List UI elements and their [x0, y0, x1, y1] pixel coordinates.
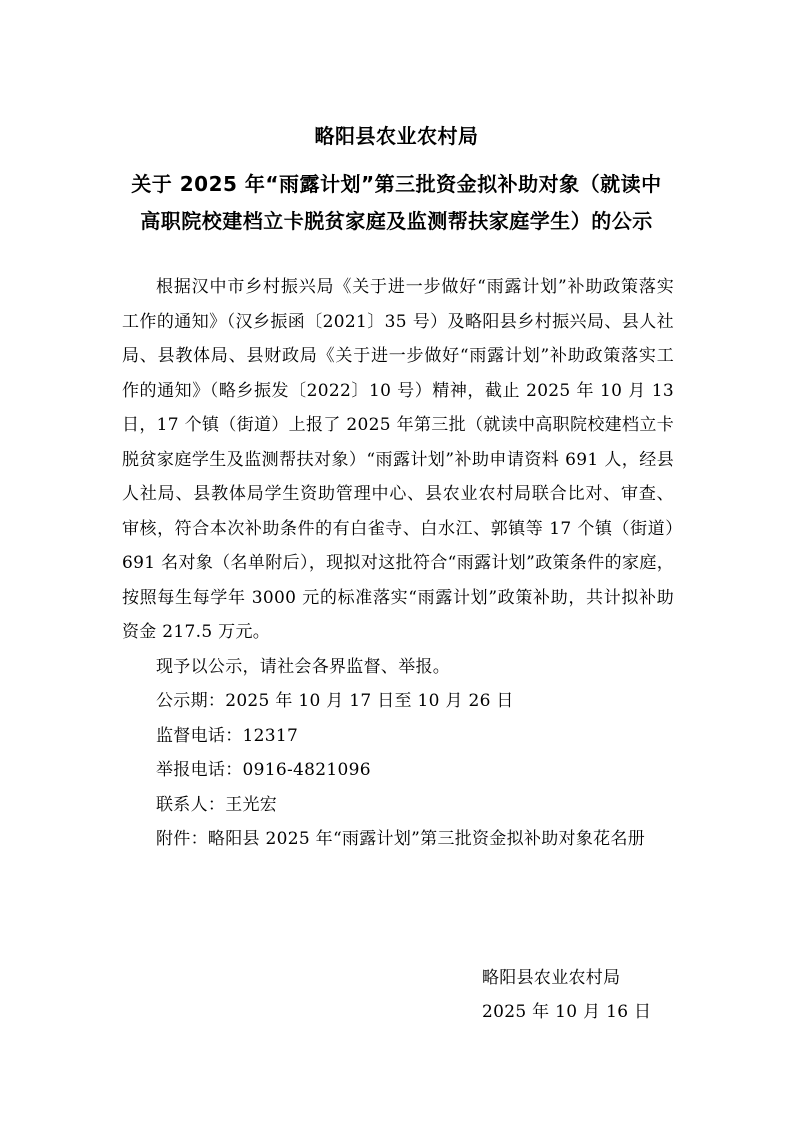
- main-paragraph: 根据汉中市乡村振兴局《关于进一步做好“雨露计划”补助政策落实工作的通知》（汉乡振函〔2021〕35 号）及略阳县乡村振兴局、县人社局、县教体局、县财政局《关于进一步做好“雨露计划”补助政策落实工作的通知》（略乡振发〔2022〕10 号）精神，截止 2025 年 10 月 13 日，17 个镇（街道）上报了 2025 年第三批（就读中高职院校建档立卡脱贫家庭学生及监测帮扶对象）“雨露计划”补助申请资料 691 人，经县人社局、县教体局学生资助管理中心、县农业农村局联合比对、审查、审核，符合本次补助条件的有白雀寺、白水江、郭镇等 17 个镇（街道）691 名对象（名单附后），现拟对这批符合“雨露计划”政策条件的家庭，按照每生每学年 3000 元的标准落实“雨露计划”政策补助，共计拟补助资金 217.5 万元。: [122, 277, 674, 642]
- document-body: [122, 270, 674, 857]
- notice-paragraph: 现予以公示，请社会各界监督、举报。: [156, 656, 451, 677]
- issuing-org-heading: 略阳县农业农村局: [314, 124, 479, 148]
- publicity-period: 公示期：2025 年 10 月 17 日至 10 月 26 日: [156, 691, 514, 711]
- signature-date: 2025 年 10 月 16 日: [482, 1002, 652, 1022]
- title-line-2: 高职院校建档立卡脱贫家庭及监测帮扶家庭学生）的公示: [140, 209, 653, 233]
- contact-person: 联系人：王光宏: [156, 794, 278, 815]
- title-line-1: 关于 2025 年“雨露计划”第三批资金拟补助对象（就读中: [131, 172, 662, 196]
- supervision-phone: 监督电话：12317: [156, 725, 299, 746]
- signature-org: 略阳县农业农村局: [482, 968, 621, 988]
- attachment-note: 附件：略阳县 2025 年“雨露计划”第三批资金拟补助对象花名册: [156, 829, 646, 849]
- report-phone: 举报电话：0916-4821096: [156, 760, 371, 780]
